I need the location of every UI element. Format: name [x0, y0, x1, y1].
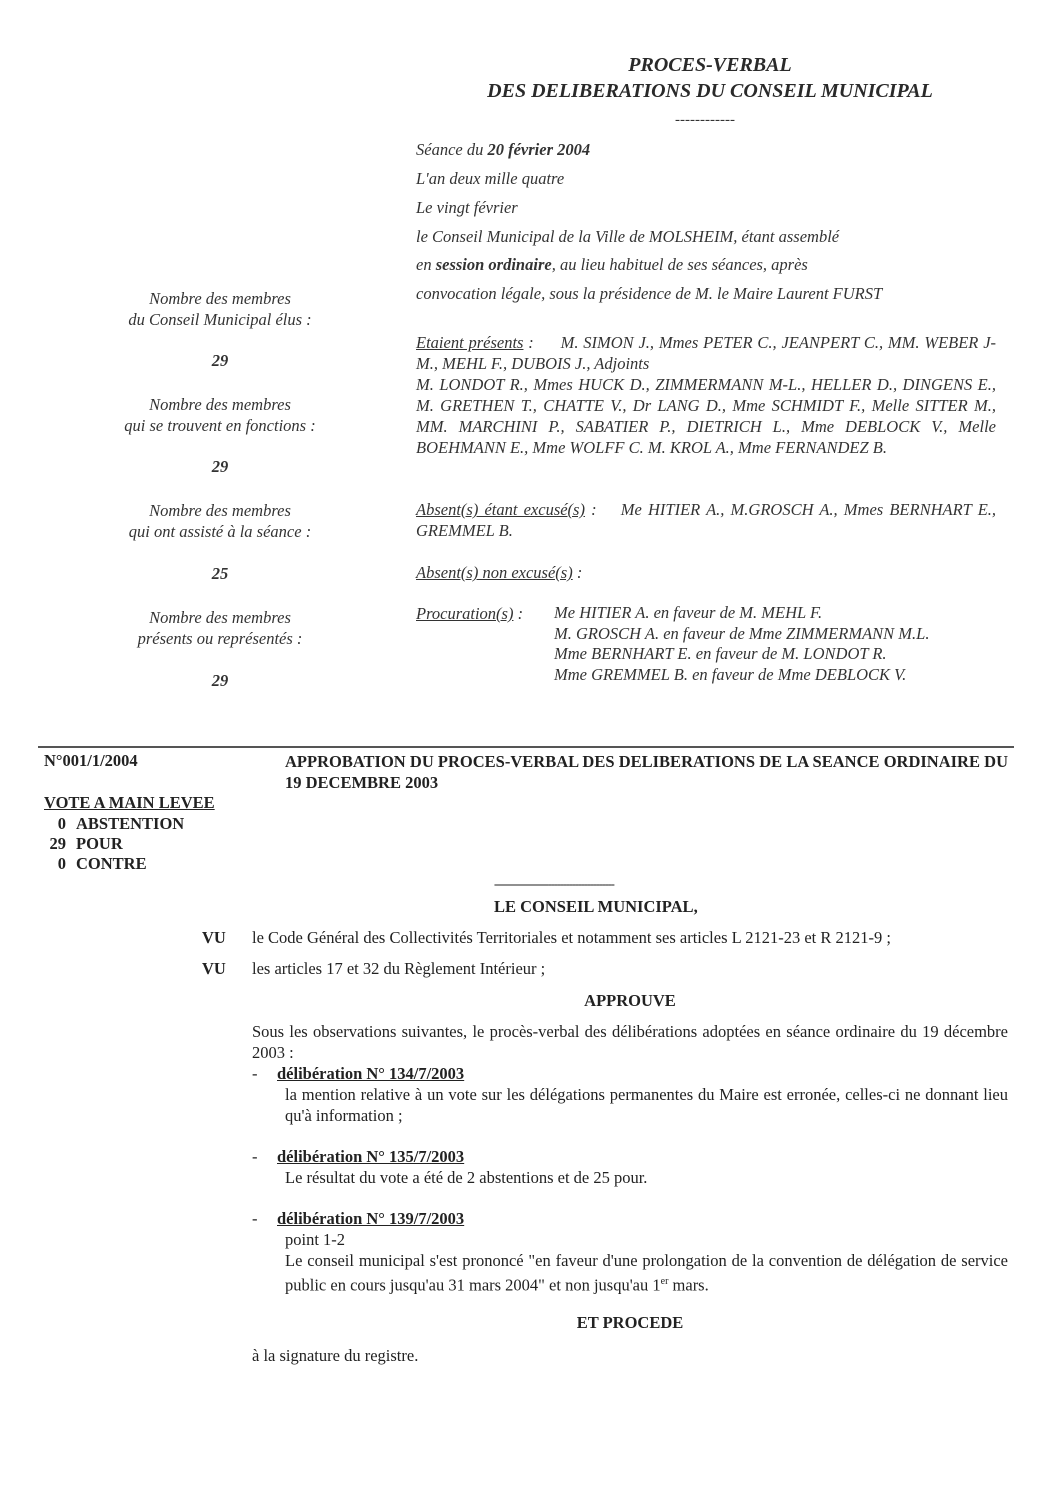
observation-ref: délibération N° 135/7/2003	[277, 1147, 465, 1166]
present-colon: :	[523, 333, 534, 352]
observation-body-end: mars.	[668, 1275, 709, 1295]
seance-assembly-line: le Conseil Municipal de la Ville de MOLSHEIM, étant assemblé	[416, 227, 840, 246]
count-value-attended: 25	[211, 564, 229, 583]
excused-label: Absent(s) étant excusé(s)	[416, 500, 585, 519]
deliberation-title: APPROBATION DU PROCES-VERBAL DES DELIBERATIONS DE LA SEANCE ORDINAIRE DU 19 DECEMBRE 2003	[285, 752, 1008, 792]
council-heading: LE CONSEIL MUNICIPAL,	[494, 897, 698, 916]
count-label-line: Nombre des membres	[149, 608, 291, 627]
vote-count: 29	[49, 834, 66, 853]
deliberation-number: N°001/1/2004	[44, 751, 138, 770]
observation-body-text: Le conseil municipal s'est prononcé "en faveur d'une prolongation de la convention de délégation de service public en cours jusqu'au 31 mars 2004" et non jusqu'au 1	[285, 1251, 1008, 1295]
list-dash: -	[252, 1147, 258, 1166]
observation-body: Le résultat du vote a été de 2 abstentions et de 25 pour.	[285, 1168, 648, 1187]
excused-members	[416, 499, 996, 541]
seance-date-line	[416, 140, 590, 160]
closing-text: à la signature du registre.	[252, 1346, 419, 1365]
count-label-represented	[100, 607, 340, 649]
document-title	[400, 52, 1020, 104]
list-dash: -	[252, 1209, 258, 1228]
count-label-line: qui ont assisté à la séance :	[128, 522, 312, 541]
count-label-line: présents ou représentés :	[137, 629, 303, 648]
vu-text: les articles 17 et 32 du Règlement Intérieur ;	[252, 959, 546, 978]
list-dash: -	[252, 1064, 258, 1083]
count-label-line: Nombre des membres	[149, 501, 291, 520]
proxy-item: Mme BERNHART E. en faveur de M. LONDOT R.	[554, 644, 887, 664]
session-suffix: , au lieu habituel de ses séances, après	[551, 255, 808, 274]
title-line-1: PROCES-VERBAL	[628, 54, 792, 76]
count-label-attended	[100, 500, 340, 542]
present-adjoints: M. SIMON J., Mmes PETER C., JEANPERT C., MM. WEBER J-M., MEHL F., DUBOIS J., Adjoints	[416, 333, 997, 373]
observation-point: point 1-2	[285, 1230, 346, 1249]
count-label-line: Nombre des membres	[149, 289, 291, 308]
proxy-item: Mme GREMMEL B. en faveur de Mme DEBLOCK V.	[554, 665, 907, 685]
excused-colon: :	[584, 500, 597, 519]
seance-date: 20 février 2004	[487, 140, 591, 159]
vote-count: 0	[57, 814, 66, 833]
session-prefix: en	[416, 255, 436, 274]
title-separator: ------------	[675, 112, 735, 128]
approve-intro: Sous les observations suivantes, le procès-verbal des délibérations adoptées en séance ordinaire du 19 décembre 2003 :	[252, 1022, 1008, 1062]
observation-body: la mention relative à un vote sur les délégations permanentes du Maire est erronée, celles-ci ne donnant lieu qu'à information ;	[285, 1085, 1008, 1125]
vote-label: CONTRE	[76, 854, 147, 873]
proceed-heading: ET PROCEDE	[576, 1313, 684, 1332]
excused-names: Me HITIER A., M.GROSCH A., Mmes BERNHART E., GREMMEL B.	[416, 500, 997, 540]
vu-label: VU	[202, 959, 226, 978]
session-type: session ordinaire	[435, 255, 552, 274]
count-value-in-office: 29	[211, 457, 229, 476]
vu-text: le Code Général des Collectivités Territoriales et notamment ses articles L 2121-23 et R 2121-9 ;	[252, 928, 891, 947]
unexcused-colon: :	[572, 563, 583, 582]
approve-heading: APPROUVE	[584, 991, 676, 1010]
proxy-label: Procuration(s)	[416, 604, 514, 623]
observation-ref: délibération N° 134/7/2003	[277, 1064, 465, 1083]
vote-count: 0	[57, 854, 66, 873]
title-line-2: DES DELIBERATIONS DU CONSEIL MUNICIPAL	[487, 80, 933, 102]
unexcused-label: Absent(s) non excusé(s)	[416, 563, 573, 582]
seance-session-line	[416, 255, 808, 275]
vote-label: POUR	[76, 834, 123, 853]
present-members	[416, 332, 996, 374]
vote-row-abstention	[44, 814, 184, 834]
count-label-line: qui se trouvent en fonctions :	[124, 416, 316, 435]
vote-row-contre	[44, 854, 147, 874]
count-label-elected	[100, 288, 340, 330]
seance-year-line: L'an deux mille quatre	[416, 169, 565, 188]
count-label-line: du Conseil Municipal élus :	[128, 310, 312, 329]
vu-label: VU	[202, 928, 226, 947]
vote-title: VOTE A MAIN LEVEE	[44, 793, 215, 812]
count-value-represented: 29	[211, 671, 229, 690]
observation-ref: délibération N° 139/7/2003	[277, 1209, 465, 1228]
proxy-item: M. GROSCH A. en faveur de Mme ZIMMERMANN M.L.	[554, 623, 930, 643]
count-value-elected: 29	[211, 351, 229, 370]
proxy-colon: :	[513, 604, 524, 623]
count-label-line: Nombre des membres	[149, 395, 291, 414]
proxy-list	[554, 603, 929, 686]
present-label: Etaient présents	[416, 333, 524, 352]
council-separator: ----------------------------------------	[494, 877, 614, 891]
count-label-in-office	[100, 394, 340, 436]
seance-date-prefix: Séance du	[416, 140, 488, 159]
vote-row-pour	[44, 834, 123, 854]
unexcused-members	[416, 562, 996, 583]
proxy-item: Me HITIER A. en faveur de M. MEHL F.	[554, 603, 823, 622]
vote-label: ABSTENTION	[76, 814, 185, 833]
present-others: M. LONDOT R., Mmes HUCK D., ZIMMERMANN M-L., HELLER D., DINGENS E., M. GRETHEN T., CHATTE V., Dr LANG D., Mme SCHMIDT F., Melle SITTER M., MM. MARCHINI P., SABATIER P., DIETRICH L., Mme DEBLOCK V., Melle BOEHMANN E., Mme WOLFF C. M. KROL A., Mme FERNANDEZ B.	[416, 375, 996, 457]
ordinal-suffix: er	[660, 1275, 669, 1287]
seance-day-line: Le vingt février	[416, 198, 518, 217]
seance-presidency-line: convocation légale, sous la présidence de M. le Maire Laurent FURST	[416, 284, 883, 303]
observation-body	[285, 1251, 1008, 1296]
section-divider	[38, 746, 1014, 748]
